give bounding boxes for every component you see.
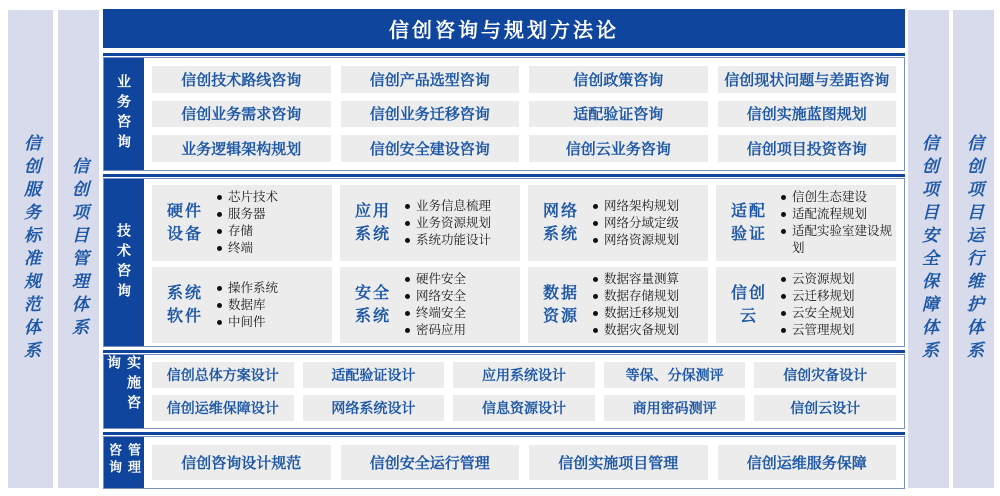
group-system-software bbox=[152, 267, 332, 343]
bullet-item: 网络资源规划 bbox=[592, 232, 704, 249]
consult-item: 商用密码测评 bbox=[604, 395, 746, 421]
section-label-management bbox=[104, 437, 144, 488]
group-security-system bbox=[340, 267, 520, 343]
consult-item: 应用系统设计 bbox=[453, 362, 595, 388]
group-bullet-list bbox=[208, 280, 328, 331]
section-label-business-text: 业务咨询 bbox=[116, 74, 132, 154]
section-label-management-text: 咨询管理 bbox=[107, 442, 141, 477]
section-business-consulting bbox=[103, 57, 905, 171]
sidebar-security-assurance-label: 信创项目安全保障体系 bbox=[919, 134, 938, 364]
bullet-item: 云安全规划 bbox=[780, 305, 892, 322]
group-bullet-list bbox=[772, 189, 892, 257]
group-application-system bbox=[340, 185, 520, 261]
section-implementation-consulting bbox=[103, 354, 905, 429]
group-title: 网络系统 bbox=[542, 202, 579, 243]
bullet-item: 网络安全 bbox=[404, 288, 516, 305]
consult-item: 信创云设计 bbox=[754, 395, 896, 421]
section-label-implementation bbox=[104, 355, 144, 428]
consult-item: 信创实施蓝图规划 bbox=[718, 101, 897, 128]
group-bullet-list bbox=[772, 271, 892, 339]
bullet-item: 终端安全 bbox=[404, 305, 516, 322]
group-data-resource bbox=[528, 267, 708, 343]
section-divider bbox=[103, 53, 905, 56]
group-title: 应用系统 bbox=[354, 202, 391, 243]
sidebar-project-management-label: 信创项目管理体系 bbox=[69, 157, 88, 341]
bullet-item: 网络架构规划 bbox=[592, 198, 704, 215]
bullet-item: 系统功能设计 bbox=[404, 232, 516, 249]
page-title: 信创咨询与规划方法论 bbox=[103, 9, 905, 48]
section-divider bbox=[103, 350, 905, 353]
group-bullet-list bbox=[584, 271, 704, 339]
consult-item: 信创云业务咨询 bbox=[529, 135, 708, 162]
consult-item: 信创现状问题与差距咨询 bbox=[718, 66, 897, 93]
sidebar-service-standards bbox=[8, 10, 53, 488]
group-title: 安全系统 bbox=[354, 284, 391, 325]
section-divider bbox=[103, 174, 905, 177]
group-title: 硬件设备 bbox=[166, 202, 203, 243]
bullet-item: 服务器 bbox=[216, 206, 328, 223]
bullet-item: 芯片技术 bbox=[216, 189, 328, 206]
consult-item: 等保、分保测评 bbox=[604, 362, 746, 388]
group-adaptation-verification bbox=[716, 185, 896, 261]
consult-item: 信创咨询设计规范 bbox=[152, 445, 331, 480]
technical-groups-grid bbox=[144, 179, 904, 346]
consult-item: 信创技术路线咨询 bbox=[152, 66, 331, 93]
bullet-item: 数据容量测算 bbox=[592, 271, 704, 288]
sidebar-operation-maintenance-label: 信创项目运行维护体系 bbox=[964, 134, 983, 364]
bullet-item: 中间件 bbox=[216, 314, 328, 331]
group-xinchuang-cloud bbox=[716, 267, 896, 343]
bullet-item: 云资源规划 bbox=[780, 271, 892, 288]
consult-item: 信创业务需求咨询 bbox=[152, 101, 331, 128]
consult-item: 适配验证设计 bbox=[303, 362, 445, 388]
consult-item: 信创实施项目管理 bbox=[529, 445, 708, 480]
bullet-item: 适配实验室建设规划 bbox=[780, 223, 892, 257]
bullet-item: 存储 bbox=[216, 223, 328, 240]
consult-item: 网络系统设计 bbox=[303, 395, 445, 421]
bullet-item: 业务信息梳理 bbox=[404, 198, 516, 215]
bullet-item: 密码应用 bbox=[404, 322, 516, 339]
bullet-item: 数据存储规划 bbox=[592, 288, 704, 305]
group-hardware-equipment bbox=[152, 185, 332, 261]
bullet-item: 适配流程规划 bbox=[780, 206, 892, 223]
section-label-technical-text: 技术咨询 bbox=[116, 222, 132, 303]
group-bullet-list bbox=[396, 198, 516, 249]
group-network-system bbox=[528, 185, 708, 261]
consult-item: 信息资源设计 bbox=[453, 395, 595, 421]
group-bullet-list bbox=[584, 198, 704, 249]
bullet-item: 数据库 bbox=[216, 297, 328, 314]
sidebar-project-management bbox=[58, 10, 99, 488]
consult-item: 业务逻辑架构规划 bbox=[152, 135, 331, 162]
consult-item: 信创总体方案设计 bbox=[152, 362, 294, 388]
implementation-items-grid bbox=[144, 355, 904, 428]
bullet-item: 网络分域定级 bbox=[592, 215, 704, 232]
consult-item: 信创运维服务保障 bbox=[718, 445, 897, 480]
consult-item: 适配验证咨询 bbox=[529, 101, 708, 128]
main-panel bbox=[103, 9, 905, 492]
group-bullet-list bbox=[208, 189, 328, 257]
bullet-item: 云迁移规划 bbox=[780, 288, 892, 305]
bullet-item: 云管理规划 bbox=[780, 322, 892, 339]
sidebar-service-standards-label: 信创服务标准规范体系 bbox=[21, 134, 40, 364]
group-title: 数据资源 bbox=[542, 284, 579, 325]
consult-item: 信创政策咨询 bbox=[529, 66, 708, 93]
group-bullet-list bbox=[396, 271, 516, 339]
bullet-item: 硬件安全 bbox=[404, 271, 516, 288]
group-title: 适配验证 bbox=[730, 202, 767, 243]
group-title: 信创云 bbox=[730, 284, 767, 325]
bullet-item: 业务资源规划 bbox=[404, 215, 516, 232]
section-technical-consulting bbox=[103, 178, 905, 347]
bullet-item: 信创生态建设 bbox=[780, 189, 892, 206]
consult-item: 信创灾备设计 bbox=[754, 362, 896, 388]
consult-item: 信创业务迁移咨询 bbox=[341, 101, 520, 128]
section-label-business bbox=[104, 58, 144, 170]
consult-item: 信创项目投资咨询 bbox=[718, 135, 897, 162]
section-consulting-management bbox=[103, 436, 905, 489]
management-items-grid bbox=[144, 437, 904, 488]
consult-item: 信创安全运行管理 bbox=[341, 445, 520, 480]
section-label-technical bbox=[104, 179, 144, 346]
business-items-grid bbox=[144, 58, 904, 170]
sidebar-security-assurance bbox=[908, 10, 949, 488]
bullet-item: 操作系统 bbox=[216, 280, 328, 297]
group-title: 系统软件 bbox=[166, 284, 203, 325]
bullet-item: 数据灾备规划 bbox=[592, 322, 704, 339]
bullet-item: 数据迁移规划 bbox=[592, 305, 704, 322]
consult-item: 信创安全建设咨询 bbox=[341, 135, 520, 162]
section-label-implementation-text: 实施咨询 bbox=[106, 355, 142, 415]
consult-item: 信创运维保障设计 bbox=[152, 395, 294, 421]
sidebar-operation-maintenance bbox=[953, 10, 994, 488]
bullet-item: 终端 bbox=[216, 240, 328, 257]
consult-item: 信创产品选型咨询 bbox=[341, 66, 520, 93]
section-divider bbox=[103, 432, 905, 435]
